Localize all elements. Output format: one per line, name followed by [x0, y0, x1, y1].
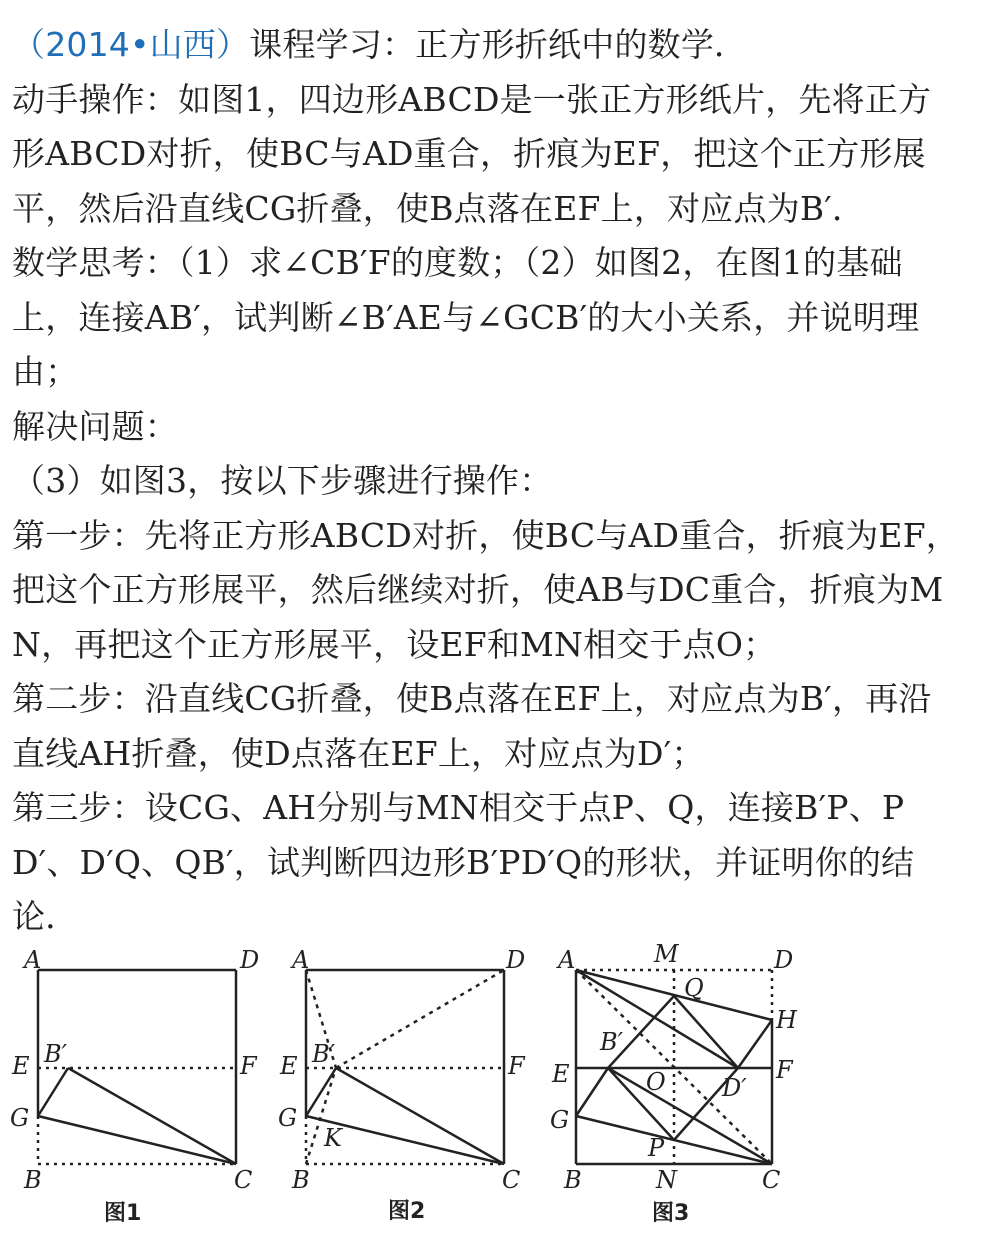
fig2-label-C: C	[502, 1166, 521, 1194]
fig1-label-E: E	[12, 1052, 30, 1080]
text-line-14: 直线AH折叠，使D点落在EF上，对应点为D′；	[12, 733, 705, 773]
text-line-7: 由；	[12, 352, 79, 391]
fig3-label-F: F	[776, 1056, 793, 1084]
text-line-16: D′、D′Q、QB′，试判断四边形B′PD′Q的形状，并证明你的结	[12, 842, 915, 882]
text-line-11: 把这个正方形展平，然后继续对折，使AB与DC重合，折痕为M	[12, 570, 944, 609]
fig3-label-A: A	[558, 946, 576, 974]
fig1-label-A: A	[24, 946, 42, 974]
fig3-label-G: G	[550, 1106, 570, 1134]
fig2-label-K: K	[324, 1124, 342, 1152]
figures-panel	[0, 940, 986, 1240]
fig2-label-B-prime: B′	[312, 1040, 336, 1068]
fig3-label-D-prime: D′	[722, 1074, 747, 1102]
text-line-6: 上，连接AB′，试判断∠B′AE与∠GCB′的大小关系，并说明理	[12, 297, 920, 337]
fig3-label-P: P	[648, 1134, 665, 1162]
fig3-label-E: E	[552, 1060, 570, 1088]
fig3-label-M: M	[654, 940, 679, 968]
fig2-label-D: D	[506, 946, 526, 974]
fig2-label-E: E	[280, 1052, 298, 1080]
text-line-2: 动手操作：如图1，四边形ABCD是一张正方形纸片，先将正方	[12, 79, 932, 119]
fig2-label-A: A	[292, 946, 310, 974]
fig3-caption: 图3	[652, 1201, 690, 1226]
fig1-caption: 图1	[104, 1201, 142, 1226]
text-line-13: 第二步：沿直线CG折叠，使B点落在EF上，对应点为B′，再沿	[12, 679, 932, 718]
fig2-caption: 图2	[388, 1199, 426, 1224]
fig2-label-F: F	[508, 1052, 525, 1080]
fig3-label-D: D	[774, 946, 794, 974]
problem-text	[12, 18, 978, 945]
figure-1	[38, 970, 236, 1164]
fig1-label-F: F	[240, 1052, 257, 1080]
text-line-4: 平，然后沿直线CG折叠，使B点落在EF上，对应点为B′．	[12, 188, 866, 228]
fig1-label-B: B	[24, 1166, 42, 1194]
fig3-label-B-prime: B′	[600, 1028, 624, 1056]
text-line-15: 第三步：设CG、AH分别与MN相交于点P、Q，连接B′P、P	[12, 788, 905, 827]
fig3-label-C: C	[762, 1166, 781, 1194]
text-line-5: 数学思考：（1）求∠CB′F的度数；（2）如图2，在图1的基础	[12, 243, 903, 282]
text-line-12: N，再把这个正方形展平，设EF和MN相交于点O；	[12, 624, 777, 664]
text-line-17: 论．	[12, 897, 79, 936]
text-line-9: （3）如图3，按以下步骤进行操作：	[12, 461, 553, 500]
fig1-label-G: G	[10, 1104, 30, 1132]
fig3-label-N: N	[656, 1166, 677, 1194]
text-line-1: （2014•山西）课程学习：正方形折纸中的数学．	[12, 25, 748, 64]
source-tag: （2014•山西）	[12, 25, 250, 64]
fig3-label-B: B	[564, 1166, 582, 1194]
text-line-8: 解决问题：	[12, 406, 178, 446]
fig3-label-H: H	[776, 1006, 797, 1034]
fig3-label-Q: Q	[684, 974, 704, 1002]
fig2-label-G: G	[278, 1104, 298, 1132]
fig1-label-B-prime: B′	[44, 1040, 68, 1068]
figure-3	[576, 970, 772, 1164]
fig2-label-B: B	[292, 1166, 310, 1194]
fig1-label-D: D	[240, 946, 260, 974]
fig1-label-C: C	[234, 1166, 253, 1194]
fig3-label-O: O	[646, 1068, 666, 1096]
text-line-3: 形ABCD对折，使BC与AD重合，折痕为EF，把这个正方形展	[12, 134, 926, 173]
text-line-10: 第一步：先将正方形ABCD对折，使BC与AD重合，折痕为EF，	[12, 515, 959, 555]
